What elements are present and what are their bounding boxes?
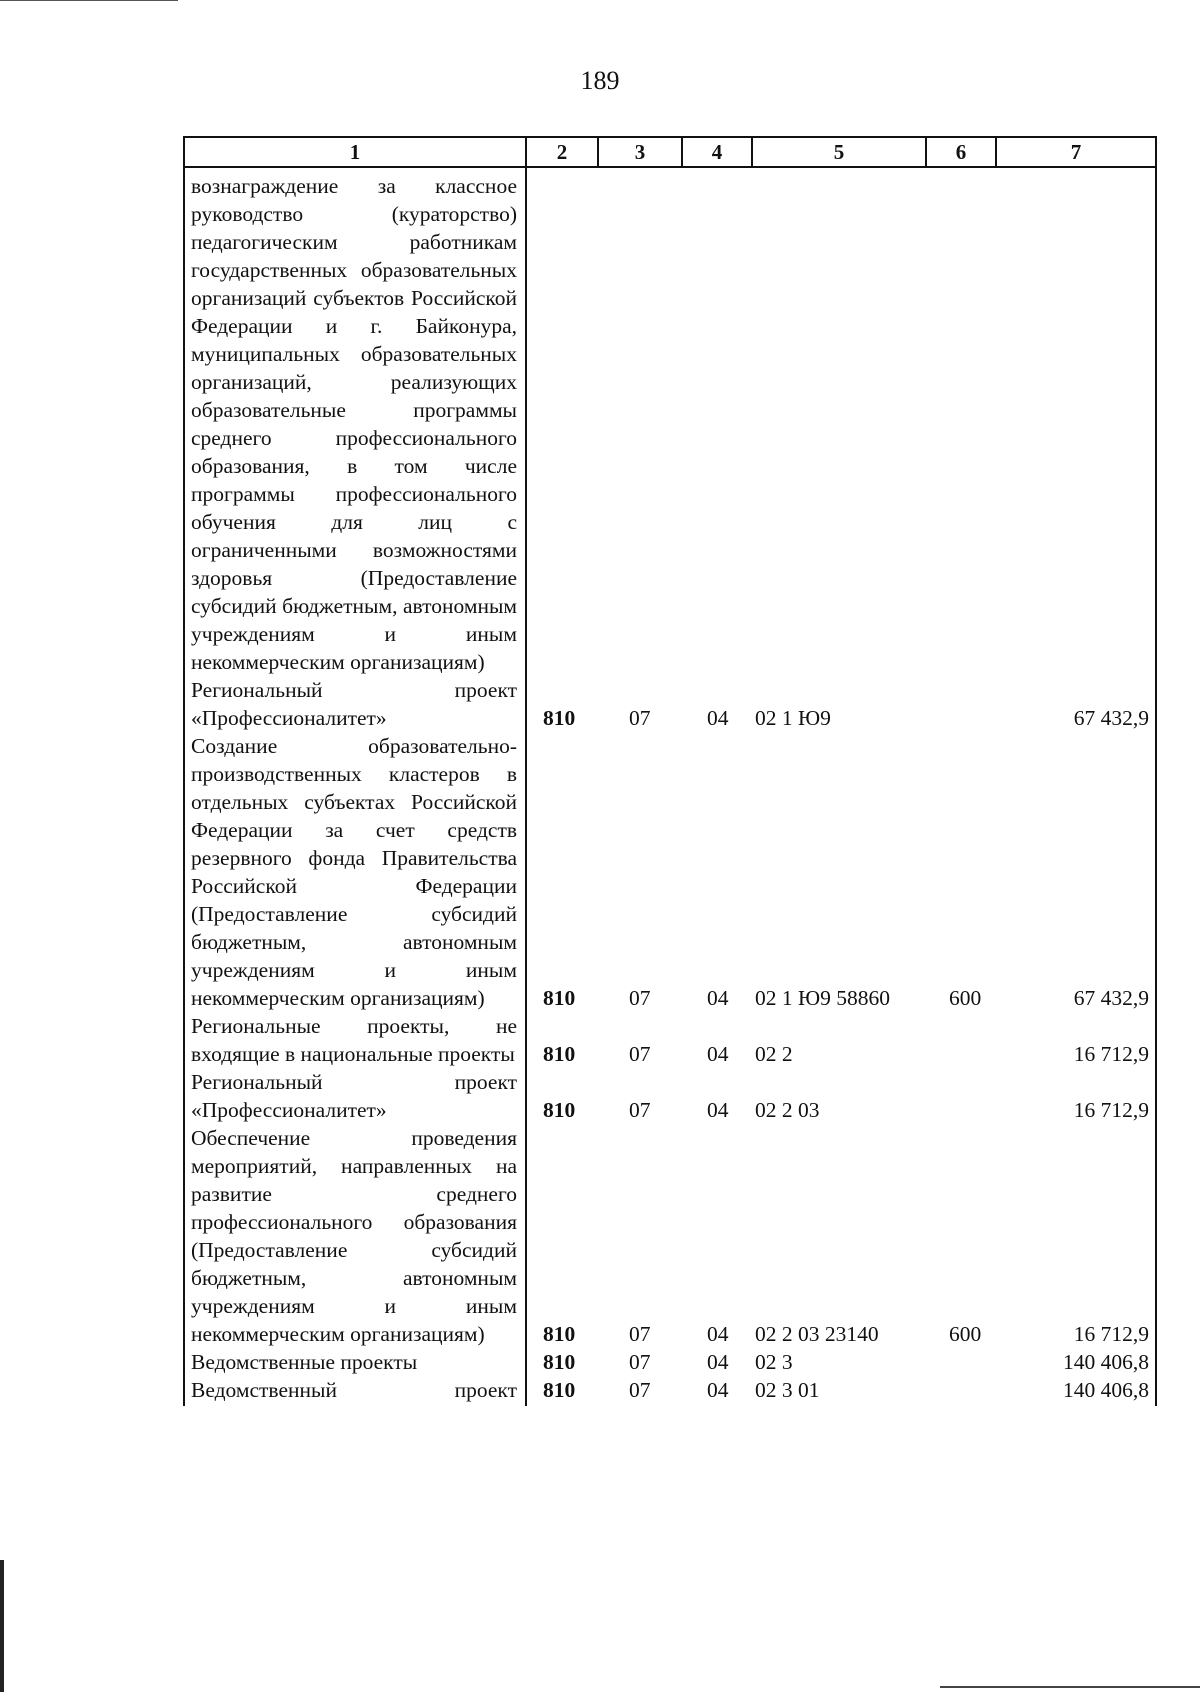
cell-amount: 140 406,8 (1063, 1378, 1149, 1402)
header-col-5: 5 (753, 138, 927, 166)
cell-subsection: 04 (707, 1350, 729, 1374)
scan-edge-bottom (940, 1686, 1200, 1688)
cell-section: 07 (629, 1378, 651, 1402)
cell-subsection: 04 (707, 1322, 729, 1346)
cell-section: 07 (629, 1098, 651, 1122)
cell-ministry-code: 810 (543, 1098, 576, 1122)
cell-target-article: 02 3 01 (755, 1378, 820, 1402)
cell-ministry-code: 810 (543, 1378, 576, 1402)
table-row-description: вознаграждение за классное руководство (кураторство) педагогическим работникам государственных образовательных организаций субъектов Российской Федерации и г. Байконура, муниципальных образовательных организаций, реализующих образовательные программы среднего профессионального образования, в том числе программы профессионального обучения для лиц с ограниченными возможностями здоровья (Предоставление субсидий бюджетным, автономным учреждениям и иным некоммерческим организациям) (191, 174, 517, 674)
cell-target-article: 02 2 03 (755, 1098, 820, 1122)
table-row-values (527, 984, 1155, 1012)
description-column (185, 168, 527, 1406)
table-row-values (527, 1348, 1155, 1376)
header-col-4: 4 (683, 138, 753, 166)
cell-section: 07 (629, 1042, 651, 1066)
table-body (185, 168, 1155, 1406)
table-row-description: Региональный проект «Профессионалитет» (191, 1070, 517, 1122)
cell-amount: 140 406,8 (1063, 1350, 1149, 1374)
cell-expense-type: 600 (949, 1322, 982, 1346)
cell-subsection: 04 (707, 1378, 729, 1402)
cell-subsection: 04 (707, 1098, 729, 1122)
table-row-values (527, 1376, 1155, 1404)
table-row-description: Региональные проекты, не входящие в национальные проекты (191, 1014, 517, 1066)
cell-expense-type: 600 (949, 986, 982, 1010)
scan-edge-left (0, 1560, 4, 1692)
table-row-description: Региональный проект «Профессионалитет» (191, 678, 517, 730)
budget-table (183, 136, 1157, 1406)
header-col-3: 3 (599, 138, 683, 166)
cell-subsection: 04 (707, 1042, 729, 1066)
page-number: 189 (580, 66, 620, 95)
cell-ministry-code: 810 (543, 1042, 576, 1066)
table-row-description: Ведомственный проект (191, 1378, 517, 1402)
cell-target-article: 02 1 Ю9 58860 (755, 986, 890, 1010)
table-row-description: Ведомственные проекты (191, 1350, 418, 1374)
cell-ministry-code: 810 (543, 1350, 576, 1374)
cell-amount: 67 432,9 (1073, 986, 1149, 1010)
cell-target-article: 02 2 (755, 1042, 793, 1066)
cell-amount: 16 712,9 (1073, 1098, 1149, 1122)
cell-amount: 16 712,9 (1073, 1042, 1149, 1066)
cell-amount: 16 712,9 (1073, 1322, 1149, 1346)
cell-section: 07 (629, 1350, 651, 1374)
cell-subsection: 04 (707, 706, 729, 730)
header-col-7: 7 (1070, 140, 1082, 164)
cell-amount: 67 432,9 (1073, 706, 1149, 730)
header-col-2: 2 (527, 138, 599, 166)
cell-section: 07 (629, 706, 651, 730)
table-row-values (527, 1320, 1155, 1348)
header-col-1: 1 (185, 138, 527, 166)
scan-edge-top (0, 0, 178, 1)
table-row-description: Создание образовательно-производственных кластеров в отдельных субъектах Российской Федерации за счет средств резервного фонда Правительства Российской Федерации (Предоставление субсидий бюджетным, автономным учреждениям и иным некоммерческим организациям) (191, 734, 517, 1010)
cell-ministry-code: 810 (543, 986, 576, 1010)
cell-ministry-code: 810 (543, 1322, 576, 1346)
cell-target-article: 02 3 (755, 1350, 793, 1374)
table-row-values (527, 1040, 1155, 1068)
cell-ministry-code: 810 (543, 706, 576, 730)
table-row-values (527, 1096, 1155, 1124)
cell-target-article: 02 1 Ю9 (755, 706, 831, 730)
table-row-description: Обеспечение проведения мероприятий, направленных на развитие среднего профессионального образования (Предоставление субсидий бюджетным, автономным учреждениям и иным некоммерческим организациям) (191, 1126, 517, 1346)
cell-section: 07 (629, 1322, 651, 1346)
table-row-values (527, 704, 1155, 732)
cell-target-article: 02 2 03 23140 (755, 1322, 879, 1346)
header-col-6: 6 (927, 138, 997, 166)
cell-section: 07 (629, 986, 651, 1010)
table-header (185, 136, 1155, 168)
cell-subsection: 04 (707, 986, 729, 1010)
values-columns (527, 168, 1155, 1406)
